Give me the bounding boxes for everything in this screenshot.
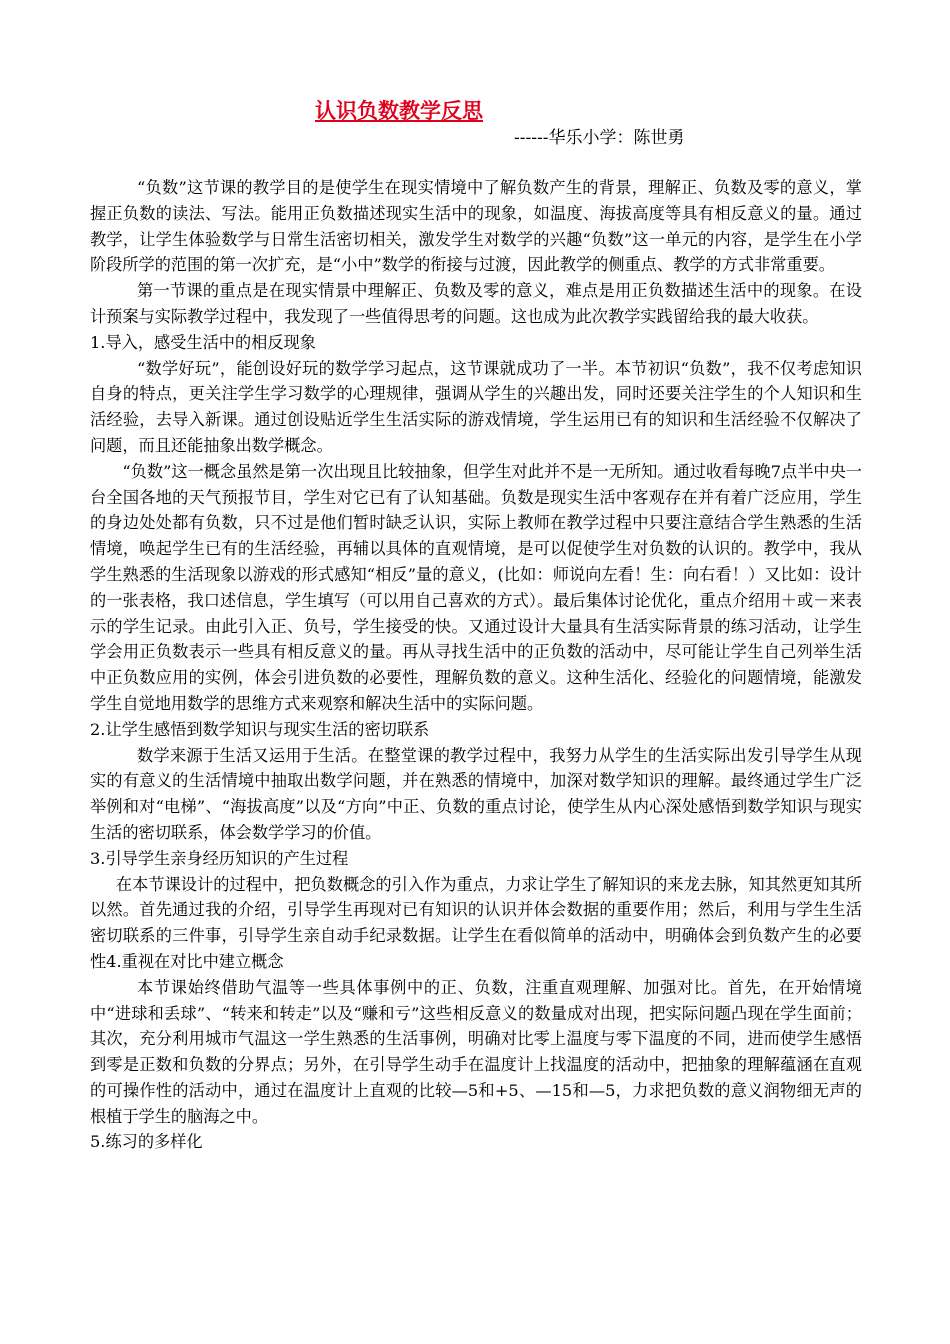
- section-heading: 2.让学生感悟到数学知识与现实生活的密切联系: [90, 719, 430, 739]
- paragraph: 第一节课的重点是在现实情景中理解正、负数及零的意义，难点是用正负数描述生活中的现象。在设计预案与实际教学过程中，我发现了一些值得思考的问题。这也成为此次教学实践留给我的最大收获。: [90, 281, 862, 326]
- paragraph: “负数”这节课的教学目的是使学生在现实情境中了解负数产生的背景，理解正、负数及零的意义，掌握正负数的读法、写法。能用正负数描述现实生活中的现象，如温度、海拔高度等具有相反意义的量。通过教学，让学生体验数学与日常生活密切相关，激发学生对数学的兴趣“负数”这一单元的内容，是学生在小学阶段所学的范围的第一次扩充，是“小中”数学的衔接与过渡，因此教学的侧重点、教学的方式非常重要。: [90, 178, 862, 275]
- paragraph: “数学好玩”，能创设好玩的数学学习起点，这节课就成功了一半。本节初识“负数”，我不仅考虑知识自身的特点，更关注学生学习数学的心理规律，强调从学生的兴趣出发，同时还要关注学生的个人知识和生活经验，去导入新课。通过创设贴近学生生活实际的游戏情境，学生运用已有的知识和生活经验不仅解决了问题，而且还能抽象出数学概念。: [90, 358, 862, 455]
- document-body: [90, 175, 862, 1155]
- section-heading: 1.导入，感受生活中的相反现象: [90, 332, 316, 352]
- document-title: 认识负数教学反思: [315, 98, 483, 123]
- paragraph: 在本节课设计的过程中，把负数概念的引入作为重点，力求让学生了解知识的来龙去脉，知其然更知其所以然。首先通过我的介绍，引导学生再现对已有知识的认识并体会数据的重要作用；然后，利用与学生生活密切联系的三件事，引导学生亲自动手纪录数据。让学生在看似简单的活动中，明确体会到负数产生的必要性4.重视在对比中建立概念: [90, 874, 862, 971]
- document-author: ------华乐小学：陈世勇: [514, 128, 685, 148]
- paragraph: “负数”这一概念虽然是第一次出现且比较抽象，但学生对此并不是一无所知。通过收看每晚7点半中央一台全国各地的天气预报节目，学生对它已有了认知基础。负数是现实生活中客观存在并有着广泛应用，学生的身边处处都有负数，只不过是他们暂时缺乏认识，实际上教师在教学过程中只要注意结合学生熟悉的生活情境，唤起学生已有的生活经验，再辅以具体的直观情境，是可以促使学生对负数的认识的。教学中，我从学生熟悉的生活现象以游戏的形式感知“相反”量的意义，(比如：师说向左看！生：向右看！）又比如：设计的一张表格，我口述信息，学生填写（可以用自己喜欢的方式）。最后集体讨论优化，重点介绍用＋或－来表示的学生记录。由此引入正、负号，学生接受的快。又通过设计大量具有生活实际背景的练习活动，让学生学会用正负数表示一些具有相反意义的量。再从寻找生活中的正负数的活动中，尽可能让学生自己列举生活中正负数应用的实例，体会引进负数的必要性，理解负数的意义。这种生活化、经验化的问题情境，能激发学生自觉地用数学的思维方式来观察和解决生活中的实际问题。: [90, 461, 862, 713]
- section-heading: 5.练习的多样化: [90, 1132, 203, 1152]
- paragraph: 数学来源于生活又运用于生活。在整堂课的教学过程中，我努力从学生的生活实际出发引导学生从现实的有意义的生活情境中抽取出数学问题，并在熟悉的情境中，加深对数学知识的理解。最终通过学生广泛举例和对“电梯”、“海拔高度”以及“方向”中正、负数的重点讨论，使学生从内心深处感悟到数学知识与现实生活的密切联系，体会数学学习的价值。: [90, 745, 862, 842]
- paragraph: 本节课始终借助气温等一些具体事例中的正、负数，注重直观理解、加强对比。首先，在开始情境中“进球和丢球”、“转来和转走”以及“赚和亏”这些相反意义的数量成对出现，把实际问题凸现在学生面前；其次，充分利用城市气温这一学生熟悉的生活事例，明确对比零上温度与零下温度的不同，进而使学生感悟到零是正数和负数的分界点；另外，在引导学生动手在温度计上找温度的活动中，把抽象的理解蕴涵在直观的可操作性的活动中，通过在温度计上直观的比较—5和+5、—15和—5，力求把负数的意义润物细无声的根植于学生的脑海之中。: [90, 977, 862, 1126]
- section-heading: 3.引导学生亲身经历知识的产生过程: [90, 848, 349, 868]
